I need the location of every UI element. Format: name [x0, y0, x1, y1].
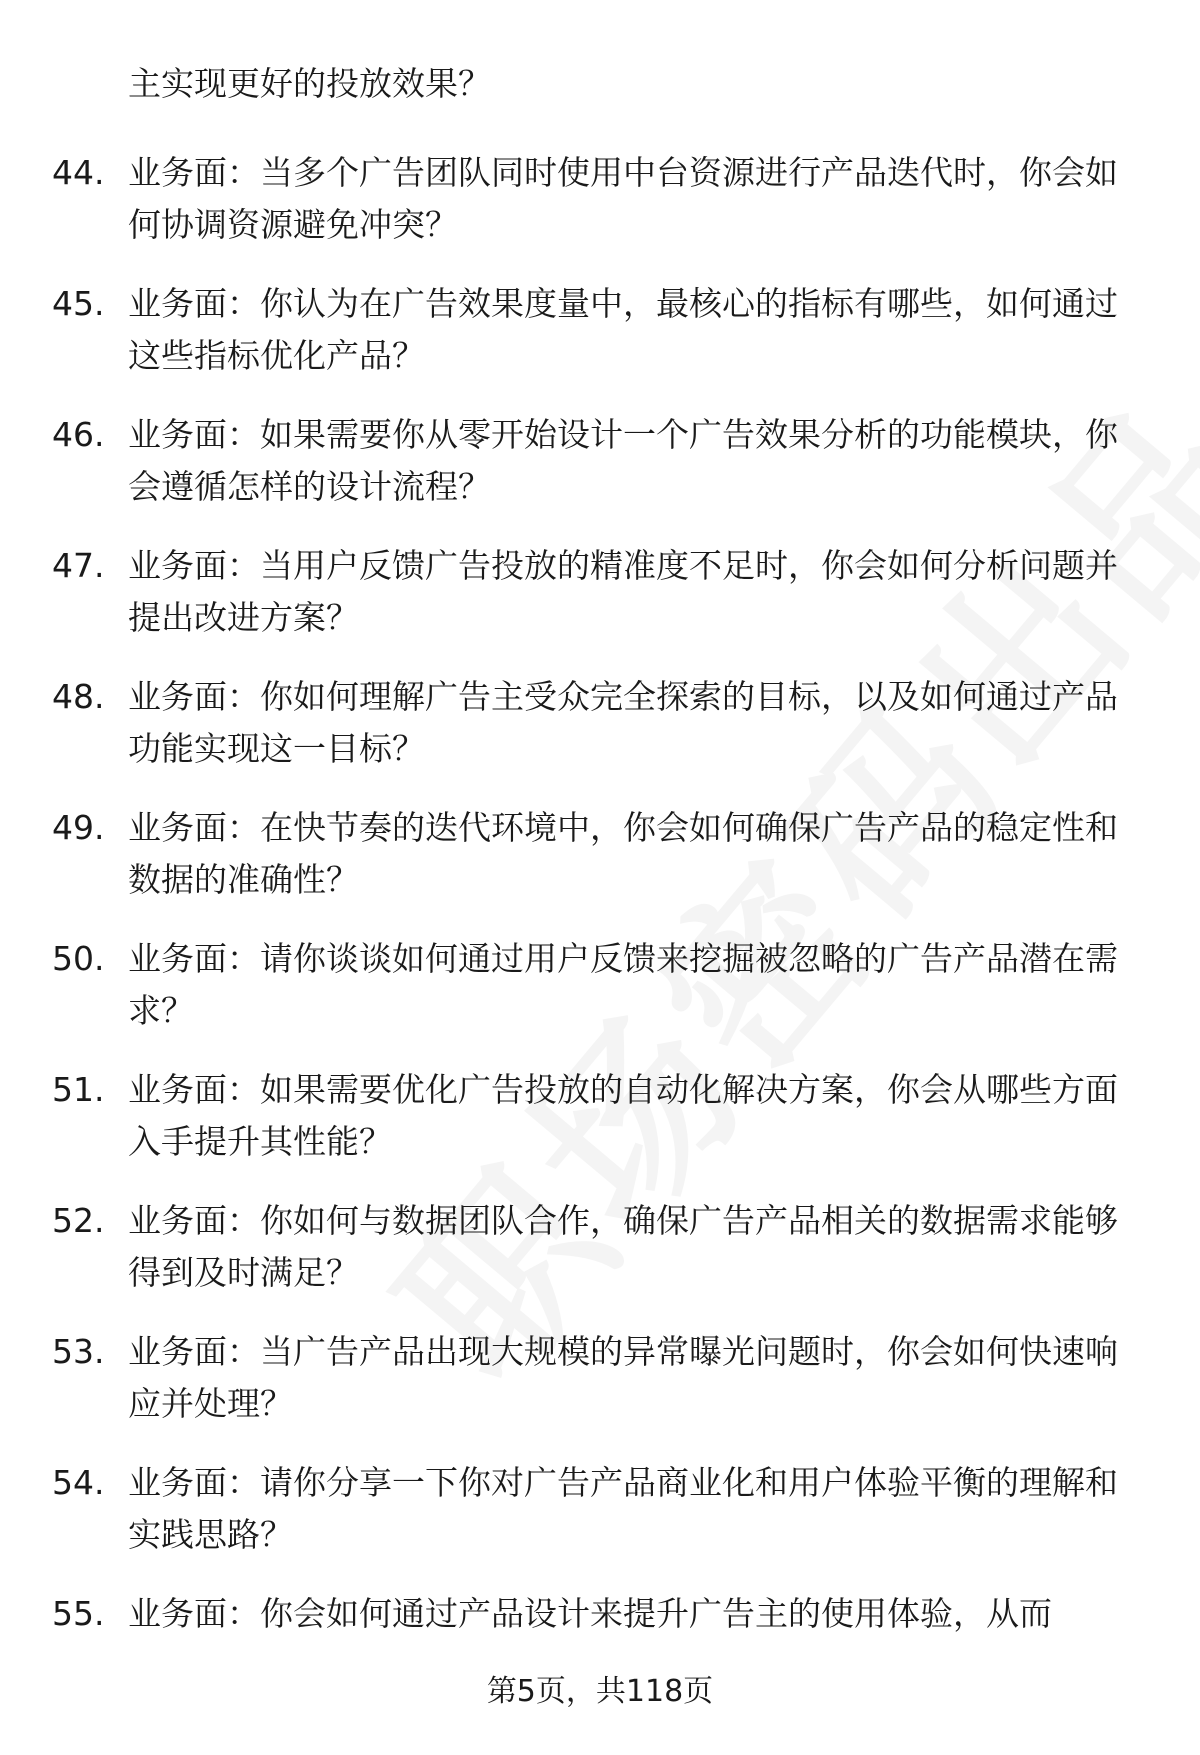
question-item [0, 540, 1200, 671]
question-number: 46. [52, 415, 105, 454]
question-number: 48. [52, 677, 105, 716]
question-item [0, 802, 1200, 933]
question-text: 业务面：你如何与数据团队合作，确保广告产品相关的数据需求能够得到及时满足？ [128, 1201, 1118, 1292]
question-text: 业务面：当多个广告团队同时使用中台资源进行产品迭代时，你会如何协调资源避免冲突？ [128, 153, 1118, 244]
question-item [0, 1195, 1200, 1326]
question-item [0, 147, 1200, 278]
question-text: 业务面：当用户反馈广告投放的精准度不足时，你会如何分析问题并提出改进方案？ [128, 546, 1118, 637]
question-item [0, 1457, 1200, 1588]
question-text: 业务面：你认为在广告效果度量中，最核心的指标有哪些，如何通过这些指标优化产品？ [128, 284, 1118, 375]
question-text: 业务面：你会如何通过产品设计来提升广告主的使用体验，从而 [128, 1594, 1052, 1633]
question-item [0, 1326, 1200, 1457]
question-text: 业务面：请你谈谈如何通过用户反馈来挖掘被忽略的广告产品潜在需求？ [128, 939, 1118, 1030]
question-text: 业务面：你如何理解广告主受众完全探索的目标，以及如何通过产品功能实现这一目标？ [128, 677, 1118, 768]
question-list [0, 147, 1200, 1719]
question-number: 55. [52, 1594, 105, 1633]
question-number: 53. [52, 1332, 105, 1371]
question-number: 47. [52, 546, 105, 585]
question-text: 业务面：当广告产品出现大规模的异常曝光问题时，你会如何快速响应并处理？ [128, 1332, 1118, 1423]
question-number: 50. [52, 939, 105, 978]
question-text: 业务面：在快节奏的迭代环境中，你会如何确保广告产品的稳定性和数据的准确性？ [128, 808, 1118, 899]
page-footer: 第5页，共118页 [486, 1674, 714, 1709]
question-item [0, 671, 1200, 802]
question-number: 45. [52, 284, 105, 323]
question-number: 52. [52, 1201, 105, 1240]
question-item [0, 933, 1200, 1064]
question-number: 54. [52, 1463, 105, 1502]
question-number: 49. [52, 808, 105, 847]
question-number: 51. [52, 1070, 105, 1109]
question-number: 44. [52, 153, 105, 192]
question-text: 业务面：如果需要你从零开始设计一个广告效果分析的功能模块，你会遵循怎样的设计流程？ [128, 415, 1118, 506]
question-text: 业务面：请你分享一下你对广告产品商业化和用户体验平衡的理解和实践思路？ [128, 1463, 1118, 1554]
continuation-text: 主实现更好的投放效果？ [128, 64, 491, 103]
question-item [0, 1064, 1200, 1195]
question-text: 业务面：如果需要优化广告投放的自动化解决方案，你会从哪些方面入手提升其性能？ [128, 1070, 1118, 1161]
question-item [0, 278, 1200, 409]
question-item [0, 409, 1200, 540]
